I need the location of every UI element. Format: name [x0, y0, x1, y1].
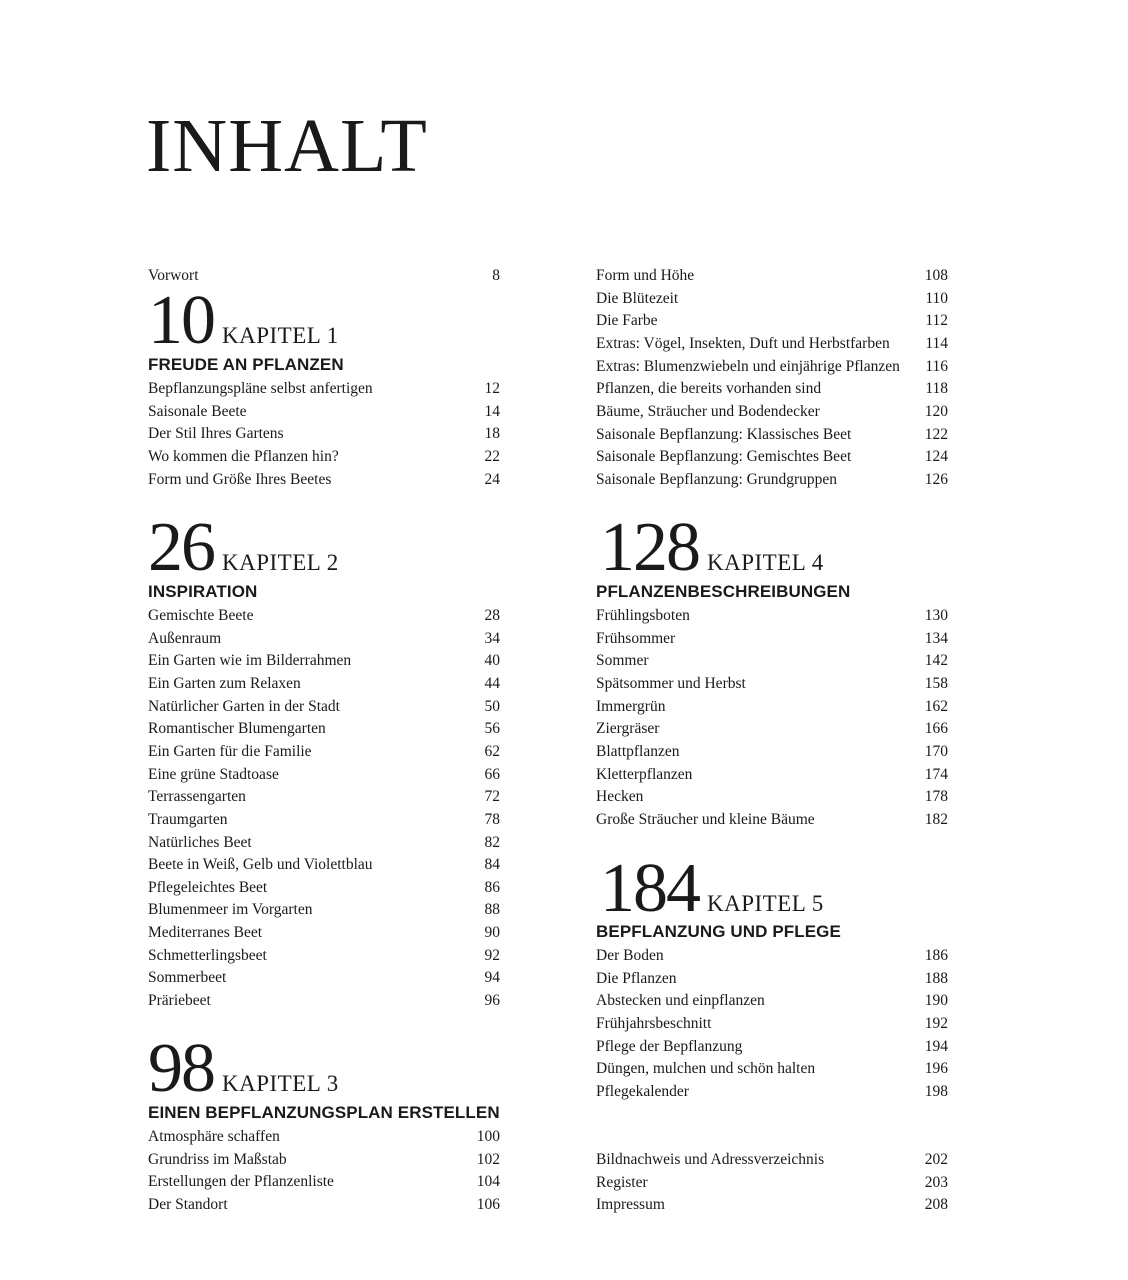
entry-page: 122 [924, 425, 948, 443]
toc-entry [148, 786, 500, 808]
toc-entry [596, 310, 948, 332]
entry-title: Saisonale Bepflanzung: Grundgruppen [596, 470, 838, 488]
toc-entry [596, 968, 948, 990]
entry-page: 78 [484, 810, 500, 828]
toc-entry [596, 469, 948, 491]
entry-title: Düngen, mulchen und schön halten [596, 1060, 816, 1078]
entry-page: 82 [484, 833, 500, 851]
entry-page: 24 [484, 470, 500, 488]
entry-page: 188 [924, 969, 948, 987]
entry-page: 84 [484, 856, 500, 874]
entry-page: 22 [484, 447, 500, 465]
entry-title: Große Sträucher und kleine Bäume [596, 810, 815, 828]
entry-title: Pflege der Bepflanzung [596, 1037, 743, 1055]
toc-entry [148, 764, 500, 786]
entry-page: 18 [484, 425, 500, 443]
entry-title: Natürliches Beet [148, 833, 252, 851]
entry-page: 134 [924, 629, 948, 647]
chapter-title-2: INSPIRATION [148, 582, 258, 601]
entry-page: 142 [924, 652, 948, 670]
entry-title: Schmetterlingsbeet [148, 946, 267, 964]
toc-entry [148, 1171, 500, 1193]
entry-title: Gemischte Beete [148, 607, 254, 624]
toc-entry [148, 809, 500, 831]
entry-title: Romantischer Blumengarten [148, 720, 326, 738]
entry-title: Erstellungen der Pflanzenliste [148, 1173, 334, 1191]
toc-entry [596, 1036, 948, 1058]
chapter-heading-4 [600, 509, 824, 586]
entry-title: Form und Höhe [596, 267, 695, 284]
entry-page: 190 [924, 992, 948, 1010]
toc-entry [596, 673, 948, 695]
entry-page: 72 [484, 788, 500, 806]
entry-title: Sommerbeet [148, 969, 227, 987]
entry-title: Der Stil Ihres Gartens [148, 425, 284, 443]
entry-title: Saisonale Beete [148, 402, 247, 420]
entry-page: 28 [484, 607, 500, 624]
toc-entry [596, 1081, 948, 1103]
toc-entry [596, 764, 948, 786]
toc-entry [148, 696, 500, 718]
chapter-label: KAPITEL 4 [707, 550, 824, 575]
entry-page: 90 [484, 924, 500, 942]
toc-entry [148, 469, 500, 491]
entry-title: Sommer [596, 652, 649, 670]
toc-entry [148, 945, 500, 967]
chapter-title-4: PFLANZENBESCHREIBUNGEN [596, 582, 851, 601]
entry-page: 126 [924, 470, 948, 488]
entry-page: 106 [476, 1195, 500, 1213]
entry-title: Die Blütezeit [596, 289, 679, 307]
toc-entry [596, 1172, 948, 1194]
toc-entry [596, 1149, 948, 1171]
entry-title: Bepflanzungspläne selbst anfertigen [148, 380, 373, 397]
chapter-number: 128 [600, 509, 699, 586]
entry-title: Traumgarten [148, 810, 228, 828]
entry-page: 208 [924, 1196, 948, 1214]
entry-title: Blattpflanzen [596, 742, 680, 760]
toc-entry [596, 333, 948, 355]
toc-entry [148, 1149, 500, 1171]
entry-page: 12 [484, 380, 500, 397]
toc-entry [148, 446, 500, 468]
entry-page: 166 [924, 720, 948, 738]
entry-page: 162 [924, 697, 948, 715]
entry-title: Wo kommen die Pflanzen hin? [148, 447, 339, 465]
entry-page: 34 [484, 629, 500, 647]
entry-title: Der Standort [148, 1195, 228, 1213]
entry-page: 194 [924, 1037, 948, 1055]
entry-title: Abstecken und einpflanzen [596, 992, 765, 1010]
toc-entry [148, 673, 500, 695]
toc-entry [596, 1058, 948, 1080]
chapter-title-1: FREUDE AN PFLANZEN [148, 355, 344, 374]
toc-entry [596, 401, 948, 423]
entry-title: Frühjahrsbeschnitt [596, 1014, 712, 1032]
entry-page: 62 [484, 742, 500, 760]
toc-entry [596, 945, 948, 967]
entry-page: 96 [484, 992, 500, 1010]
chapter-title-5: BEPFLANZUNG UND PFLEGE [596, 922, 841, 941]
entry-title: Extras: Blumenzwiebeln und einjährige Pflanzen [596, 357, 900, 375]
entry-page: 110 [925, 289, 948, 307]
toc-entry [148, 967, 500, 989]
entry-page: 174 [924, 765, 948, 783]
toc-entry [596, 741, 948, 763]
toc-entry [148, 378, 500, 400]
toc-entry [148, 877, 500, 899]
entry-page: 203 [924, 1173, 948, 1191]
toc-entry [596, 446, 948, 468]
entry-page: 66 [484, 765, 500, 783]
entry-title: Mediterranes Beet [148, 924, 263, 942]
entry-title: Immergrün [596, 697, 666, 715]
entry-page: 192 [924, 1014, 948, 1032]
entry-title: Der Boden [596, 947, 664, 964]
entry-title: Ein Garten wie im Bilderrahmen [148, 652, 352, 670]
entry-title: Beete in Weiß, Gelb und Violettblau [148, 856, 373, 874]
entry-page: 170 [924, 742, 948, 760]
entry-page: 114 [925, 334, 948, 352]
chapter-number: 184 [600, 850, 699, 927]
toc-entry [148, 899, 500, 921]
toc-entry [148, 718, 500, 740]
entry-title: Atmosphäre schaffen [148, 1128, 280, 1145]
chapter-label: KAPITEL 2 [222, 550, 339, 575]
entry-page: 56 [484, 720, 500, 738]
entry-page: 196 [924, 1060, 948, 1078]
toc-entry [148, 1126, 500, 1148]
toc-entry [596, 265, 948, 287]
toc-entry [148, 854, 500, 876]
entry-page: 202 [924, 1151, 948, 1168]
entry-title: Saisonale Bepflanzung: Klassisches Beet [596, 425, 852, 443]
toc-entry [148, 832, 500, 854]
entry-page: 112 [925, 312, 948, 330]
entry-title: Pflegekalender [596, 1082, 689, 1100]
toc-entry [596, 356, 948, 378]
chapter-number: 98 [148, 1030, 214, 1107]
entry-page: 102 [476, 1150, 500, 1168]
entry-title: Natürlicher Garten in der Stadt [148, 697, 340, 715]
chapter-title-3: EINEN BEPFLANZUNGSPLAN ERSTELLEN [148, 1103, 500, 1122]
entry-title: Spätsommer und Herbst [596, 674, 746, 692]
toc-entry [596, 1013, 948, 1035]
entry-page: 198 [924, 1082, 948, 1100]
entry-title: Vorwort [148, 267, 199, 284]
entry-page: 92 [484, 946, 500, 964]
page-title: INHALT [146, 104, 428, 188]
entry-title: Kletterpflanzen [596, 765, 693, 783]
entry-title: Pflanzen, die bereits vorhanden sind [596, 380, 822, 398]
entry-page: 44 [484, 674, 500, 692]
toc-entry [596, 990, 948, 1012]
entry-page: 14 [484, 402, 500, 420]
chapter-heading-5 [600, 850, 824, 927]
entry-title: Bäume, Sträucher und Bodendecker [596, 402, 820, 420]
toc-entry [148, 401, 500, 423]
toc-entry [148, 741, 500, 763]
entry-title: Ein Garten für die Familie [148, 742, 312, 760]
chapter-heading-3 [148, 1030, 339, 1107]
entry-page: 130 [924, 607, 948, 624]
entry-title: Außenraum [148, 629, 222, 647]
chapter-number: 10 [148, 282, 214, 359]
entry-page: 120 [924, 402, 948, 420]
entry-page: 178 [924, 788, 948, 806]
toc-entry [596, 1194, 948, 1216]
entry-title: Pflegeleichtes Beet [148, 878, 268, 896]
toc-entry [148, 423, 500, 445]
entry-title: Frühlingsboten [596, 607, 690, 624]
entry-title: Präriebeet [148, 992, 211, 1010]
entry-page: 116 [925, 357, 948, 375]
entry-page: 104 [476, 1173, 500, 1191]
toc-entry [596, 809, 948, 831]
entry-page: 158 [924, 674, 948, 692]
entry-title: Extras: Vögel, Insekten, Duft und Herbstfarben [596, 334, 890, 352]
entry-page: 108 [924, 267, 948, 284]
entry-title: Ein Garten zum Relaxen [148, 674, 301, 692]
toc-entry [596, 378, 948, 400]
entry-page: 86 [484, 878, 500, 896]
entry-title: Die Pflanzen [596, 969, 677, 987]
entry-page: 182 [924, 810, 948, 828]
entry-title: Die Farbe [596, 312, 658, 330]
entry-title: Hecken [596, 788, 644, 806]
toc-entry [596, 628, 948, 650]
entry-page: 94 [484, 969, 500, 987]
chapter-heading-1 [148, 282, 339, 359]
entry-title: Bildnachweis und Adressverzeichnis [596, 1151, 825, 1168]
toc-entry [148, 990, 500, 1012]
chapter-number: 26 [148, 509, 214, 586]
toc-entry [596, 424, 948, 446]
entry-page: 8 [492, 267, 500, 284]
entry-title: Frühsommer [596, 629, 676, 647]
toc-entry [596, 786, 948, 808]
entry-page: 40 [484, 652, 500, 670]
entry-title: Register [596, 1173, 648, 1191]
toc-entry [596, 718, 948, 740]
toc-entry [596, 605, 948, 627]
entry-page: 50 [484, 697, 500, 715]
chapter-label: KAPITEL 3 [222, 1071, 339, 1096]
toc-entry [148, 605, 500, 627]
entry-title: Impressum [596, 1196, 665, 1214]
toc-entry [148, 628, 500, 650]
entry-page: 88 [484, 901, 500, 919]
chapter-label: KAPITEL 1 [222, 323, 339, 348]
toc-entry [148, 650, 500, 672]
entry-page: 100 [476, 1128, 500, 1145]
toc-entry [596, 696, 948, 718]
entry-title: Eine grüne Stadtoase [148, 765, 279, 783]
toc-entry [596, 288, 948, 310]
entry-title: Terrassengarten [148, 788, 246, 806]
entry-page: 186 [924, 947, 948, 964]
chapter-heading-2 [148, 509, 339, 586]
entry-title: Grundriss im Maßstab [148, 1150, 287, 1168]
entry-title: Blumenmeer im Vorgarten [148, 901, 313, 919]
toc-entry [148, 922, 500, 944]
toc-entry [596, 650, 948, 672]
entry-title: Saisonale Bepflanzung: Gemischtes Beet [596, 448, 852, 466]
entry-page: 124 [924, 448, 948, 466]
entry-title: Ziergräser [596, 720, 660, 738]
toc-entry [148, 1194, 500, 1216]
entry-title: Form und Größe Ihres Beetes [148, 470, 332, 488]
chapter-label: KAPITEL 5 [707, 891, 824, 916]
entry-page: 118 [925, 380, 948, 398]
